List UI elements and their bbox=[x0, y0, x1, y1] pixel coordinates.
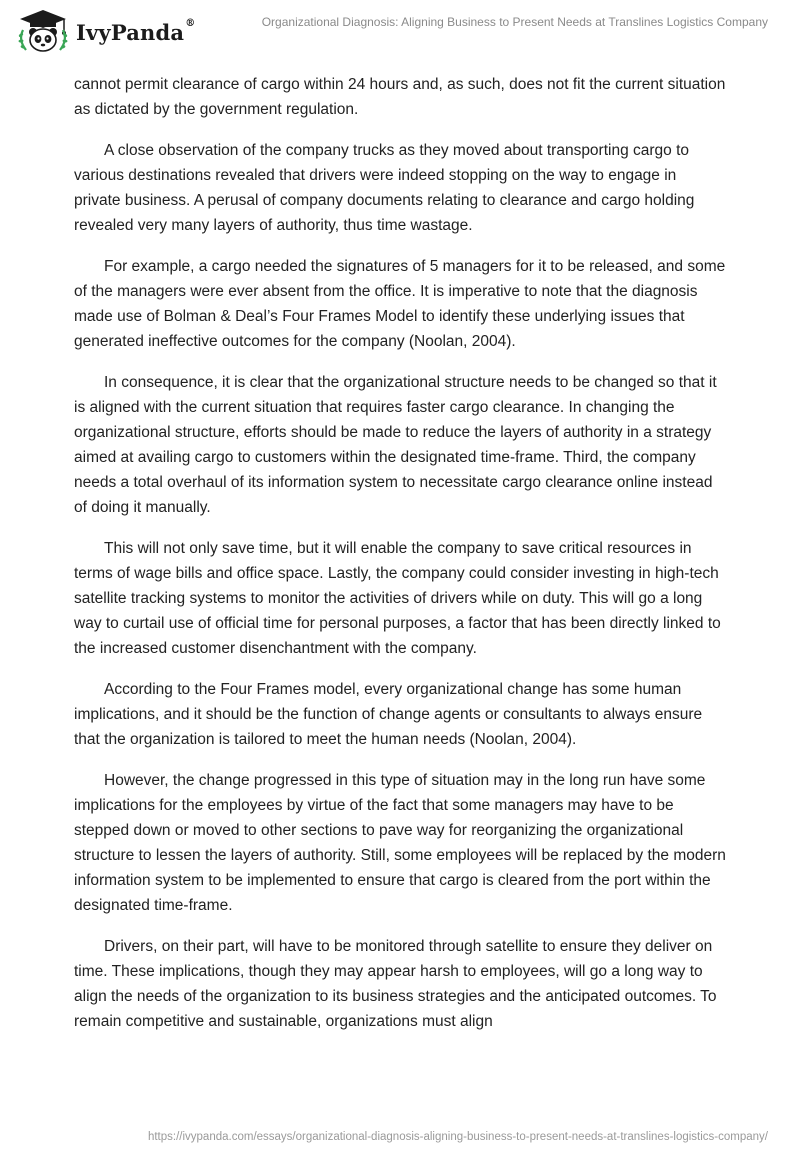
paragraph: In consequence, it is clear that the organizational structure needs to be changed so that it is aligned with the current situation that requires faster cargo clearance. In changing the organizational structure, efforts should be made to reduce the layers of authority in a strategy aimed at availing cargo to customers within the designated time-frame. Third, the company needs a total overhaul of its information system to necessitate cargo clearance online instead of doing it manually. bbox=[74, 374, 717, 516]
paragraph: Drivers, on their part, will have to be monitored through satellite to ensure they deliver on time. These implications, though they may appear harsh to employees, will go a long way to align the needs of the organization to its business strategies and the anticipated outcomes. To remain competitive and sustainable, organizations must align bbox=[74, 938, 717, 1030]
paragraph: This will not only save time, but it will enable the company to save critical resources in terms of wage bills and office space. Lastly, the company could consider investing in high-tech satellite tracking systems to monitor the activities of drivers while on duty. This will go a long way to curtail use of official time for personal purposes, a factor that has been directly linked to the increased customer disenchantment with the company. bbox=[74, 540, 721, 657]
document-title: Organizational Diagnosis: Aligning Business to Present Needs at Translines Logistics Company bbox=[261, 15, 768, 29]
paragraph: For example, a cargo needed the signatures of 5 managers for it to be released, and some of the managers were ever absent from the office. It is imperative to note that the diagnosis made use of Bolman & Deal’s Four Frames Model to identify these underlying issues that generated ineffective outcomes for the company (Noolan, 2004). bbox=[74, 258, 726, 350]
page-header bbox=[0, 0, 800, 66]
paragraph: However, the change progressed in this type of situation may in the long run have some implications for the employees by virtue of the fact that some managers may have to be stepped down or moved to other sections to pave way for reorganizing the organizational structure to lessen the layers of authority. Still, some employees will be replaced by the modern information system to be implemented to ensure that cargo is cleared from the port within the designated time-frame. bbox=[74, 772, 726, 914]
paragraph: cannot permit clearance of cargo within 24 hours and, as such, does not fit the current situation as dictated by the government regulation. bbox=[74, 76, 726, 118]
source-url-link[interactable]: https://ivypanda.com/essays/organizational-diagnosis-aligning-business-to-present-needs-at-translines-logistics-company/ bbox=[147, 1131, 768, 1143]
logo-wordmark: IvyPanda® bbox=[76, 17, 196, 45]
panda-graduate-icon bbox=[14, 8, 72, 56]
essay-body bbox=[74, 72, 726, 1050]
paragraph: A close observation of the company trucks as they moved about transporting cargo to various destinations revealed that drivers were indeed stopping on the way to engage in private business. A perusal of company documents relating to clearance and cargo holding revealed very many layers of authority, thus time wastage. bbox=[74, 142, 695, 234]
paragraph: According to the Four Frames model, every organizational change has some human implications, and it should be the function of change agents or consultants to always ensure that the organization is tailored to meet the human needs (Noolan, 2004). bbox=[74, 681, 703, 748]
ivypanda-logo[interactable] bbox=[14, 8, 195, 56]
